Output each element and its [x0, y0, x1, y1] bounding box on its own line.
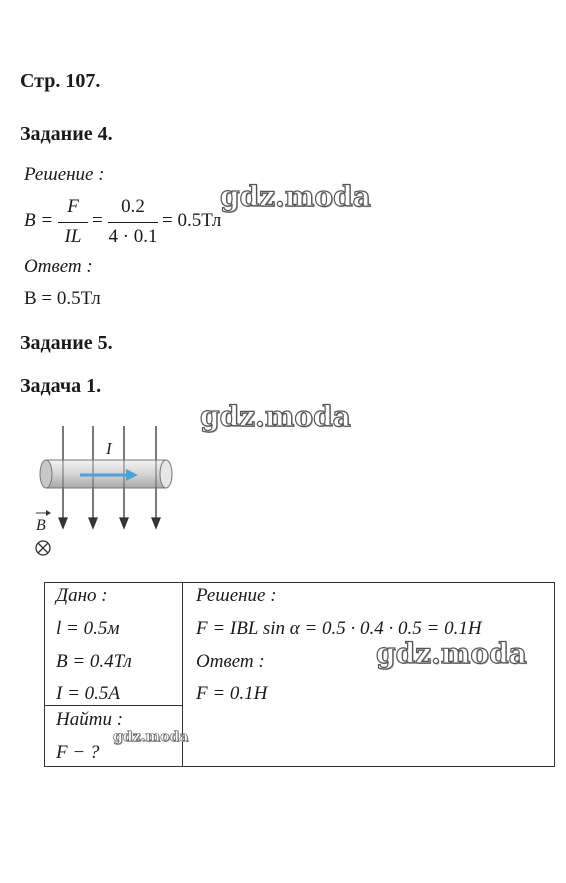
- task-4-solution-label: Решение :: [24, 164, 105, 185]
- fraction-1-bar: [58, 222, 88, 223]
- watermark-3: gdz.moda: [376, 637, 527, 670]
- watermark-2: gdz.moda: [200, 400, 351, 433]
- fraction-2-denominator: 4 · 0.1: [108, 226, 158, 247]
- formula-result: = 0.5Тл: [162, 210, 222, 231]
- formula-lhs: B =: [24, 210, 54, 231]
- table-solution-label: Решение :: [196, 585, 277, 606]
- given-current: I = 0.5A: [56, 683, 121, 704]
- table-solution-formula: F = IBL sin α = 0.5 · 0.4 · 0.5 = 0.1H: [196, 618, 482, 639]
- table-answer: F = 0.1H: [196, 683, 268, 704]
- field-label: B: [36, 517, 46, 534]
- wire-diagram: [30, 420, 180, 560]
- fraction-2-numerator: 0.2: [121, 196, 145, 217]
- formula-equals: =: [92, 210, 103, 231]
- page-title: Стр. 107.: [20, 70, 101, 92]
- task-4-answer: B = 0.5Тл: [24, 288, 101, 309]
- fraction-1-denominator: IL: [64, 226, 82, 247]
- given-field: B = 0.4Тл: [56, 651, 132, 672]
- given-label: Дано :: [56, 585, 108, 606]
- task-4-answer-label: Ответ :: [24, 256, 93, 277]
- watermark-1: gdz.moda: [220, 180, 371, 213]
- task-5-heading: Задание 5.: [20, 332, 113, 354]
- current-label: I: [106, 439, 112, 458]
- watermark-4: gdz.moda: [113, 729, 189, 745]
- task-4-heading: Задание 4.: [20, 123, 113, 145]
- into-page-symbol: [36, 541, 50, 555]
- table-answer-label: Ответ :: [196, 651, 265, 672]
- find-label: Найти :: [56, 709, 124, 730]
- find-value: F − ?: [56, 742, 100, 763]
- problem-heading: Задача 1.: [20, 375, 102, 397]
- given-length: l = 0.5м: [56, 618, 120, 639]
- fraction-2-bar: [108, 222, 158, 223]
- fraction-1-numerator: F: [67, 196, 79, 217]
